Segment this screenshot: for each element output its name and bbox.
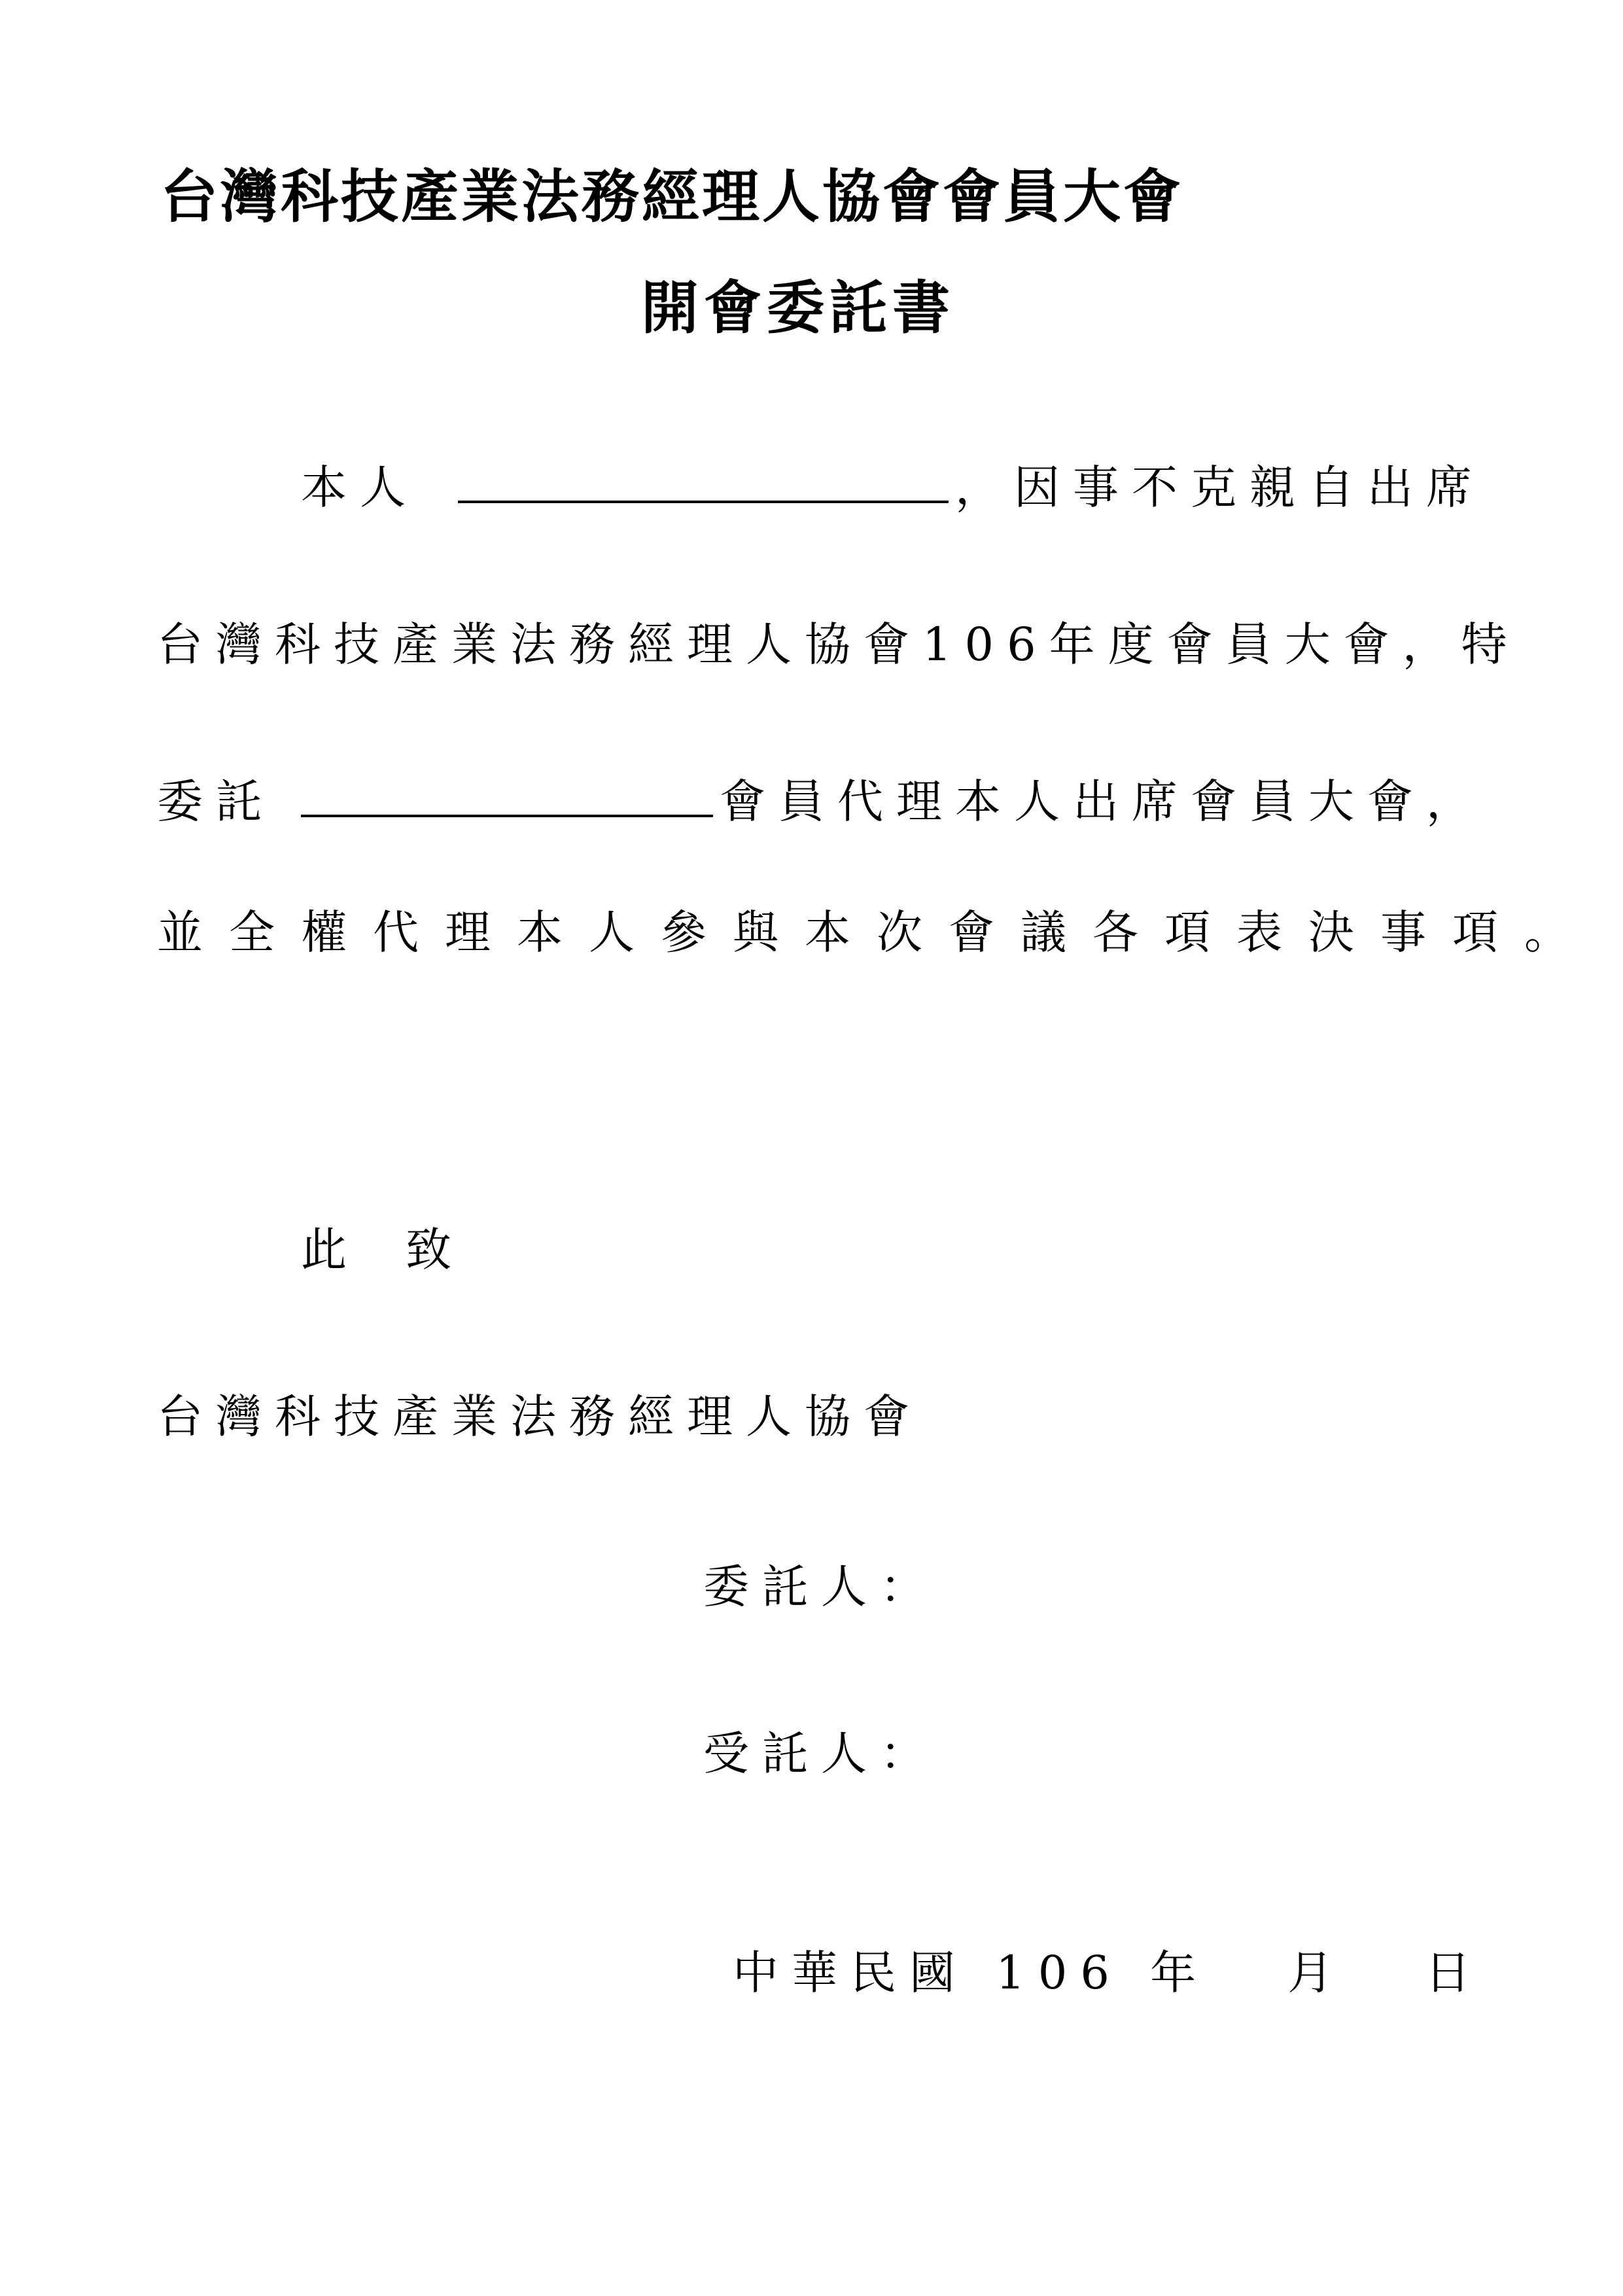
delegate-prefix: 委託 <box>157 775 275 828</box>
authority-statement-line: 並全權代理本人參與本次會議各項表決事項。 <box>157 906 1596 959</box>
principal-name-blank[interactable] <box>458 460 949 503</box>
meeting-statement-line: 台灣科技產業法務經理人協會106年度會員大會，特 <box>157 618 1520 671</box>
principal-statement-line <box>301 458 1485 517</box>
recipient: 台灣科技產業法務經理人協會 <box>157 1390 922 1443</box>
principal-signature-label: 委託人： <box>703 1560 939 1614</box>
delegate-name-blank[interactable] <box>301 774 713 817</box>
date-month-unit: 月 <box>1287 1946 1347 2000</box>
principal-suffix: ，因事不克親自出席 <box>955 461 1485 514</box>
salutation: 此致 <box>301 1223 510 1277</box>
agent-signature-label: 受託人： <box>703 1727 939 1780</box>
document-title: 台灣科技產業法務經理人協會會員大會 <box>160 162 1184 230</box>
principal-prefix: 本人 <box>301 461 419 514</box>
date-day-unit: 日 <box>1425 1946 1484 2000</box>
date-era: 中華民國 <box>733 1946 968 2000</box>
delegate-statement-line <box>157 772 1485 831</box>
date-year-unit: 年 <box>1150 1946 1210 2000</box>
document-subtitle: 開會委託書 <box>641 274 956 342</box>
delegate-suffix: 會員代理本人出席會員大會， <box>720 775 1485 828</box>
date-line <box>733 1943 1484 2002</box>
date-year: 106 <box>996 1946 1123 2000</box>
